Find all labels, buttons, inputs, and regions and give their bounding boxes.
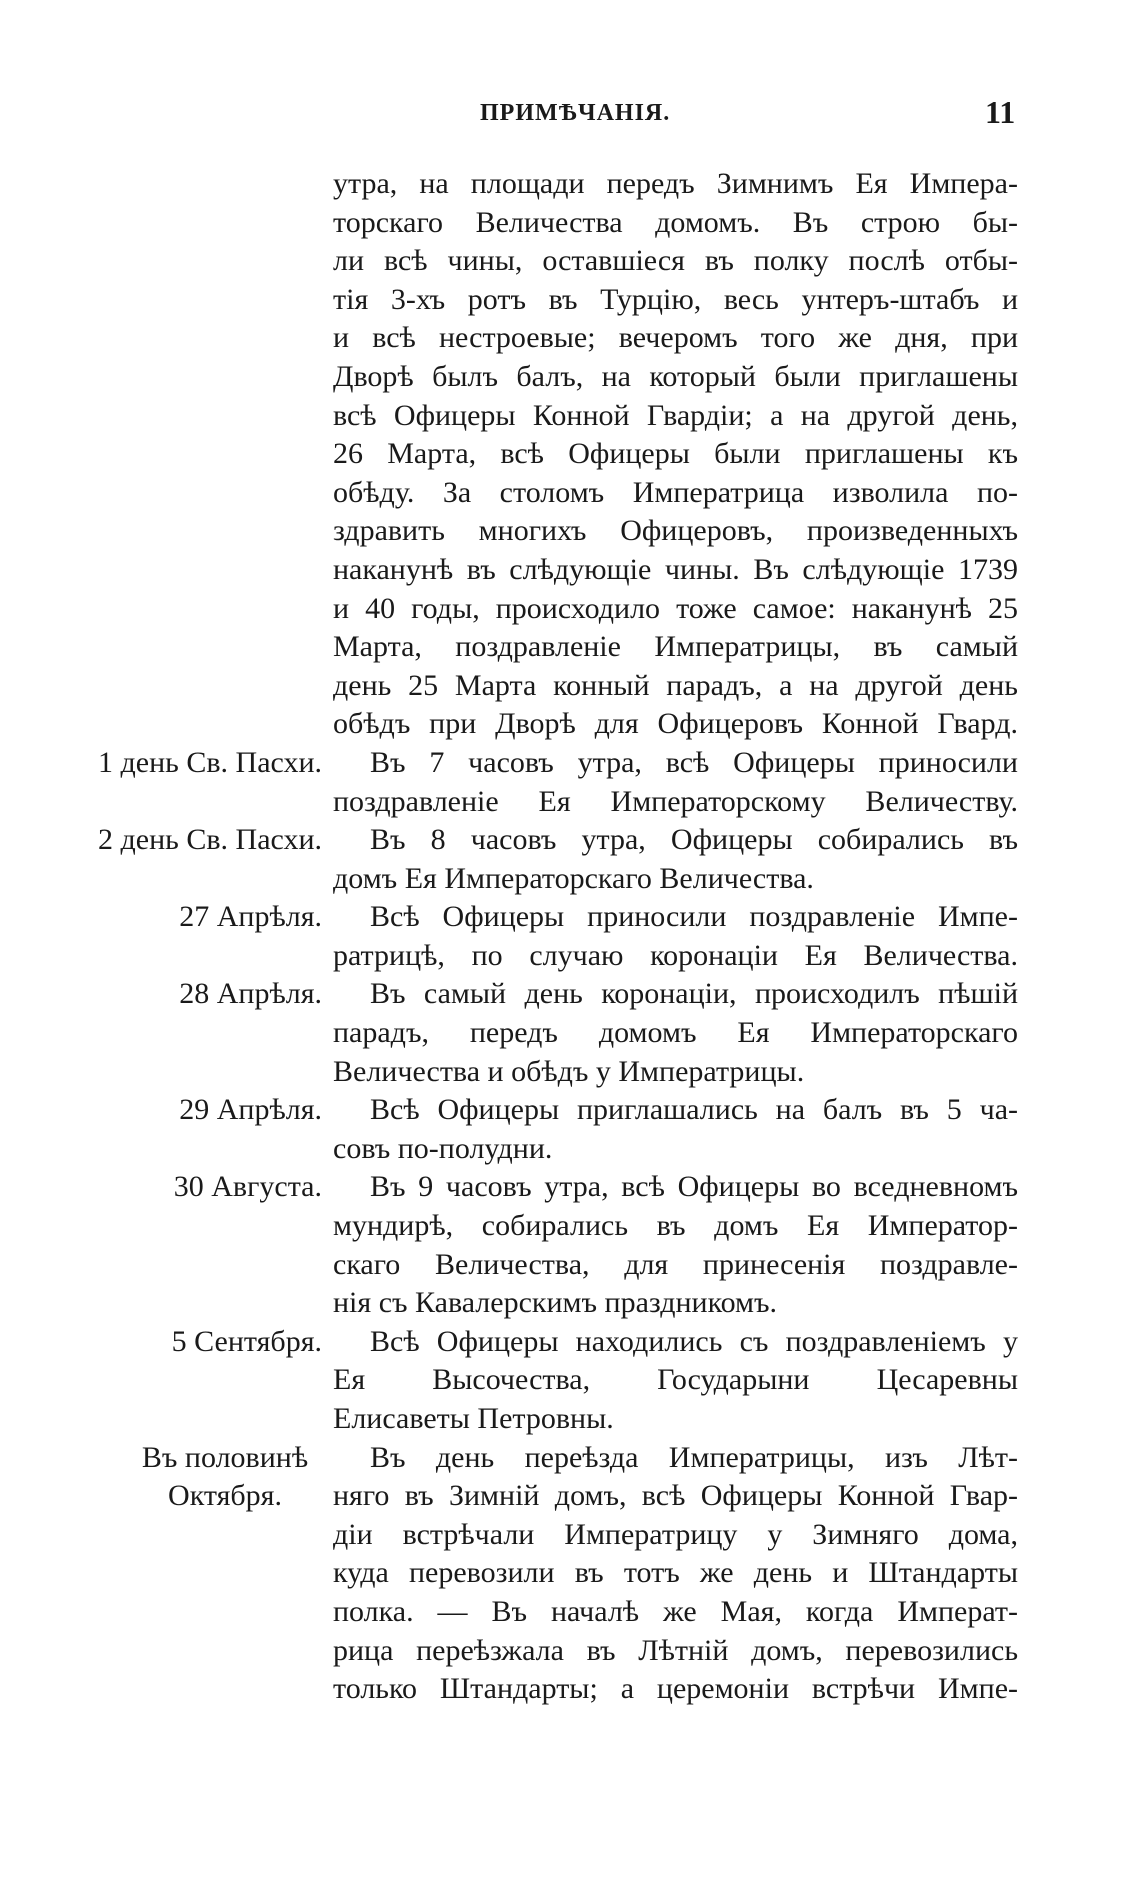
text-line [0,242,1140,281]
text-line [0,860,1140,899]
text-line [0,358,1140,397]
text-line [0,319,1140,358]
margin-date: 1 день Св. Пасхи. [98,745,322,779]
text-line [0,628,1140,667]
body-text: Въ 8 часовъ утра, Офицеры собирались въ [370,823,1018,857]
body-text: Дворѣ былъ балъ, на который были приглашены [333,359,1018,393]
text-line [0,1246,1140,1285]
text-line [0,821,1140,860]
body-text: утра, на площади передъ Зимнимъ Ея Импера- [333,167,1018,200]
body-text: полка. — Въ началѣ же Мая, когда Императ- [333,1594,1018,1628]
page-body [0,165,1140,1709]
running-head [330,94,1030,140]
text-line [0,1477,1140,1516]
body-text: совъ по-полудни. [333,1131,553,1165]
body-text: Въ самый день коронаціи, происходилъ пѣшій [370,977,1018,1011]
margin-date: 28 Апрѣля. [179,977,322,1011]
text-line [0,1091,1140,1130]
text-line [0,975,1140,1014]
margin-date: 27 Апрѣля. [179,900,322,934]
text-line [0,590,1140,629]
text-line [0,898,1140,937]
text-line [0,1516,1140,1555]
text-line [0,281,1140,320]
body-text: день 25 Марта конный парадъ, а на другой день [333,668,1018,702]
text-line [0,1670,1140,1709]
body-text: торскаго Величества домомъ. Въ строю бы- [333,205,1018,239]
text-line [0,1439,1140,1478]
margin-date: 30 Августа. [173,1170,322,1204]
body-text: Въ 9 часовъ утра, всѣ Офицеры во вседневномъ [370,1170,1018,1204]
text-line [0,705,1140,744]
text-line [0,667,1140,706]
body-text: и 40 годы, происходило тоже самое: наканунѣ 25 [333,591,1018,625]
body-text: Всѣ Офицеры находились съ поздравленіемъ у [370,1324,1018,1358]
body-text: куда перевозили въ тотъ же день и Штандарты [333,1556,1018,1590]
text-line [0,1130,1140,1169]
text-line [0,1400,1140,1439]
margin-date: 29 Апрѣля. [179,1093,322,1127]
text-line [0,165,1140,204]
running-title: ПРИМѢЧАНІЯ. [480,100,671,126]
text-line [0,744,1140,783]
margin-date: Октября. [168,1479,282,1513]
text-line [0,1014,1140,1053]
body-text: обѣдъ при Дворѣ для Офицеровъ Конной Гвард. [333,707,1018,741]
body-text: рица переѣзжала въ Лѣтній домъ, перевозились [333,1633,1018,1667]
text-line [0,1053,1140,1092]
body-text: Величества и обѣдъ у Императрицы. [333,1054,805,1088]
text-line [0,474,1140,513]
body-text: Всѣ Офицеры приносили поздравленіе Импе- [370,900,1018,934]
text-line [0,1284,1140,1323]
text-line [0,204,1140,243]
body-text: только Штандарты; а церемоніи встрѣчи Импе- [333,1672,1018,1706]
body-text: скаго Величества, для принесенія поздравле- [333,1247,1018,1281]
text-line [0,1168,1140,1207]
body-text: здравить многихъ Офицеровъ, произведенныхъ [333,514,1018,548]
body-text: Въ день переѣзда Императрицы, изъ Лѣт- [370,1440,1018,1474]
body-text: Ея Высочества, Государыни Цесаревны [333,1363,1018,1397]
body-text: діи встрѣчали Императрицу у Зимняго дома, [333,1517,1018,1551]
text-line [0,435,1140,474]
body-text: Въ 7 часовъ утра, всѣ Офицеры приносили [370,745,1018,779]
text-line [0,1593,1140,1632]
body-text: и всѣ нестроевые; вечеромъ того же дня, при [333,321,1018,355]
text-line [0,1361,1140,1400]
body-text: ратрицѣ, по случаю коронаціи Ея Величества. [333,938,1018,972]
body-text: мундирѣ, собирались въ домъ Ея Император- [333,1209,1018,1243]
body-text: нія съ Кавалерскимъ праздникомъ. [333,1286,778,1320]
body-text: домъ Ея Императорскаго Величества. [333,861,814,895]
body-text: Марта, поздравленіе Императрицы, въ самый [333,630,1018,664]
body-text: Елисаветы Петровны. [333,1402,614,1435]
body-text: наканунѣ въ слѣдующіе чины. Въ слѣдующіе 1739 [333,552,1018,586]
body-text: поздравленіе Ея Императорскому Величеству. [333,784,1018,818]
body-text: парадъ, передъ домомъ Ея Императорскаго [333,1016,1018,1050]
body-text: Всѣ Офицеры приглашались на балъ въ 5 ча- [370,1093,1018,1127]
text-line [0,1632,1140,1671]
text-line [0,1554,1140,1593]
margin-date: 2 день Св. Пасхи. [98,823,322,857]
text-line [0,1323,1140,1362]
body-text: тія 3-хъ ротъ въ Турцію, весь унтеръ-штабъ и [333,282,1018,316]
margin-date: 5 Сентября. [171,1324,322,1358]
body-text: няго въ Зимній домъ, всѣ Офицеры Конной Гвар- [333,1479,1018,1513]
body-text: обѣду. За столомъ Императрица изволила по- [333,475,1018,509]
text-line [0,1207,1140,1246]
text-line [0,937,1140,976]
text-line [0,783,1140,822]
text-line [0,551,1140,590]
body-text: 26 Марта, всѣ Офицеры были приглашены къ [333,437,1018,471]
body-text: ли всѣ чины, оставшіеся въ полку послѣ отбы- [333,244,1018,278]
page-number: 11 [985,94,1016,130]
margin-date: Въ половинѣ [141,1440,309,1474]
body-text: всѣ Офицеры Конной Гвардіи; а на другой день, [333,398,1018,432]
text-line [0,397,1140,436]
text-line [0,512,1140,551]
